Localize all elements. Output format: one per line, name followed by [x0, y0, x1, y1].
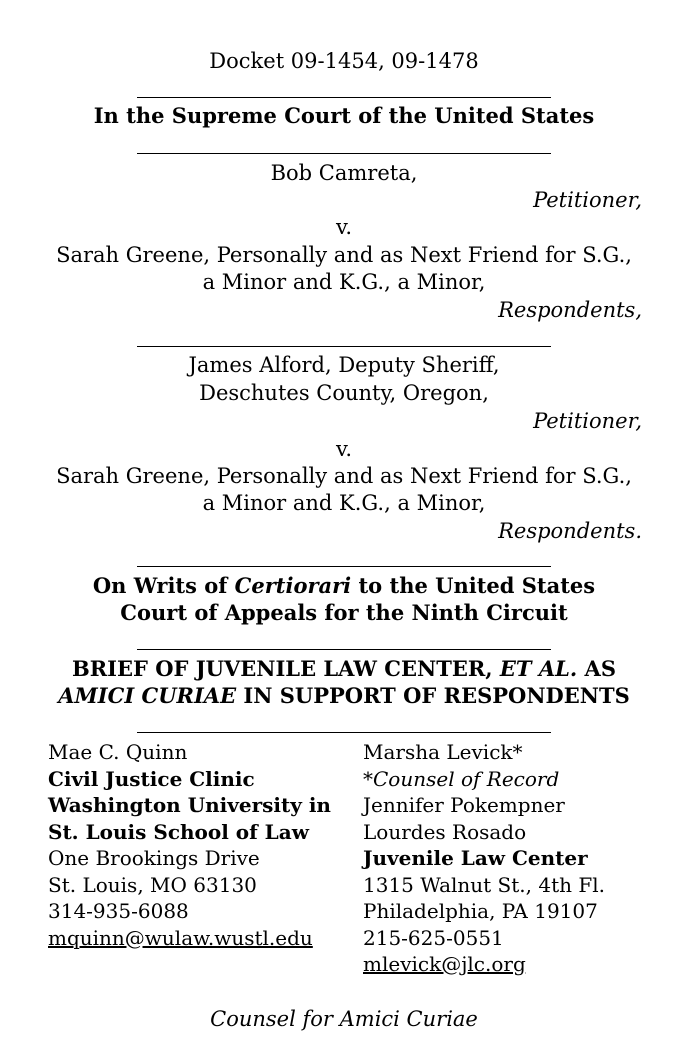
- case2-versus: v.: [335, 437, 353, 461]
- right-counsel-block: [363, 739, 605, 978]
- counsel-of-record-note: *Counsel of Record: [363, 766, 560, 791]
- right-counsel-org: Juvenile Law Center: [363, 846, 588, 870]
- footer-counsel-label: Counsel for Amici Curiae: [210, 1007, 478, 1031]
- left-counsel-name: Mae C. Quinn: [48, 740, 188, 764]
- right-counsel-email-link[interactable]: mlevick@jlc.org: [363, 952, 526, 976]
- writs-text: On Writs of: [92, 573, 235, 598]
- left-counsel-org-line3: St. Louis School of Law: [48, 819, 309, 844]
- brief-text: BRIEF OF JUVENILE LAW CENTER,: [71, 656, 500, 681]
- brief-text: IN SUPPORT OF RESPONDENTS: [236, 683, 630, 708]
- right-counsel-address2: Philadelphia, PA 19107: [363, 899, 598, 923]
- divider: [137, 732, 551, 733]
- left-counsel-phone: 314-935-6088: [48, 899, 189, 923]
- left-counsel-org-line1: Civil Justice Clinic: [48, 766, 255, 791]
- case2-petitioner-line1: James Alford, Deputy Sheriff,: [188, 353, 500, 377]
- divider: [137, 346, 551, 347]
- docket-number: Docket 09-1454, 09-1478: [209, 49, 479, 73]
- writs-text: to the United States: [351, 573, 596, 598]
- left-counsel-org-line2: Washington University in: [48, 793, 331, 817]
- right-counsel-address1: 1315 Walnut St., 4th Fl.: [363, 872, 605, 897]
- left-counsel-address2: St. Louis, MO 63130: [48, 872, 257, 897]
- case2-petitioner-line2: Deschutes County, Oregon,: [199, 381, 489, 405]
- brief-text: AS: [577, 656, 617, 681]
- divider: [137, 97, 551, 98]
- writs-certiorari: Certiorari: [234, 573, 352, 598]
- right-counsel-name2: Jennifer Pokempner: [363, 793, 565, 817]
- right-counsel-phone: 215-625-0551: [363, 925, 504, 950]
- case2-petitioner-role: Petitioner,: [533, 409, 642, 433]
- divider: [137, 153, 551, 154]
- case1-respondent-line2: a Minor and K.G., a Minor,: [202, 270, 486, 294]
- case2-respondent-line1: Sarah Greene, Personally and as Next Friend for S.G.,: [56, 464, 632, 488]
- case1-respondent-line1: Sarah Greene, Personally and as Next Friend for S.G.,: [56, 243, 632, 267]
- left-counsel-block: [48, 739, 331, 951]
- brief-amici-curiae: AMICI CURIAE: [58, 683, 237, 708]
- writs-line1: [0, 573, 688, 599]
- brief-title-line2: [0, 683, 688, 709]
- right-counsel-name3: Lourdes Rosado: [363, 819, 527, 844]
- case1-petitioner-name: Bob Camreta,: [270, 161, 418, 185]
- left-counsel-email-link[interactable]: mquinn@wulaw.wustl.edu: [48, 925, 313, 950]
- divider: [137, 566, 551, 567]
- brief-title-line1: [0, 656, 688, 682]
- case2-respondent-line2: a Minor and K.G., a Minor,: [202, 491, 486, 515]
- divider: [137, 649, 551, 650]
- case1-petitioner-role: Petitioner,: [533, 188, 642, 212]
- left-counsel-address1: One Brookings Drive: [48, 846, 260, 870]
- writs-line2: Court of Appeals for the Ninth Circuit: [120, 600, 568, 625]
- brief-et-al: ET AL.: [499, 656, 578, 681]
- case1-versus: v.: [335, 215, 353, 239]
- case2-respondent-role: Respondents.: [498, 519, 642, 543]
- court-name: In the Supreme Court of the United States: [93, 103, 595, 128]
- case1-respondent-role: Respondents,: [498, 298, 642, 322]
- right-counsel-name: Marsha Levick*: [363, 740, 523, 764]
